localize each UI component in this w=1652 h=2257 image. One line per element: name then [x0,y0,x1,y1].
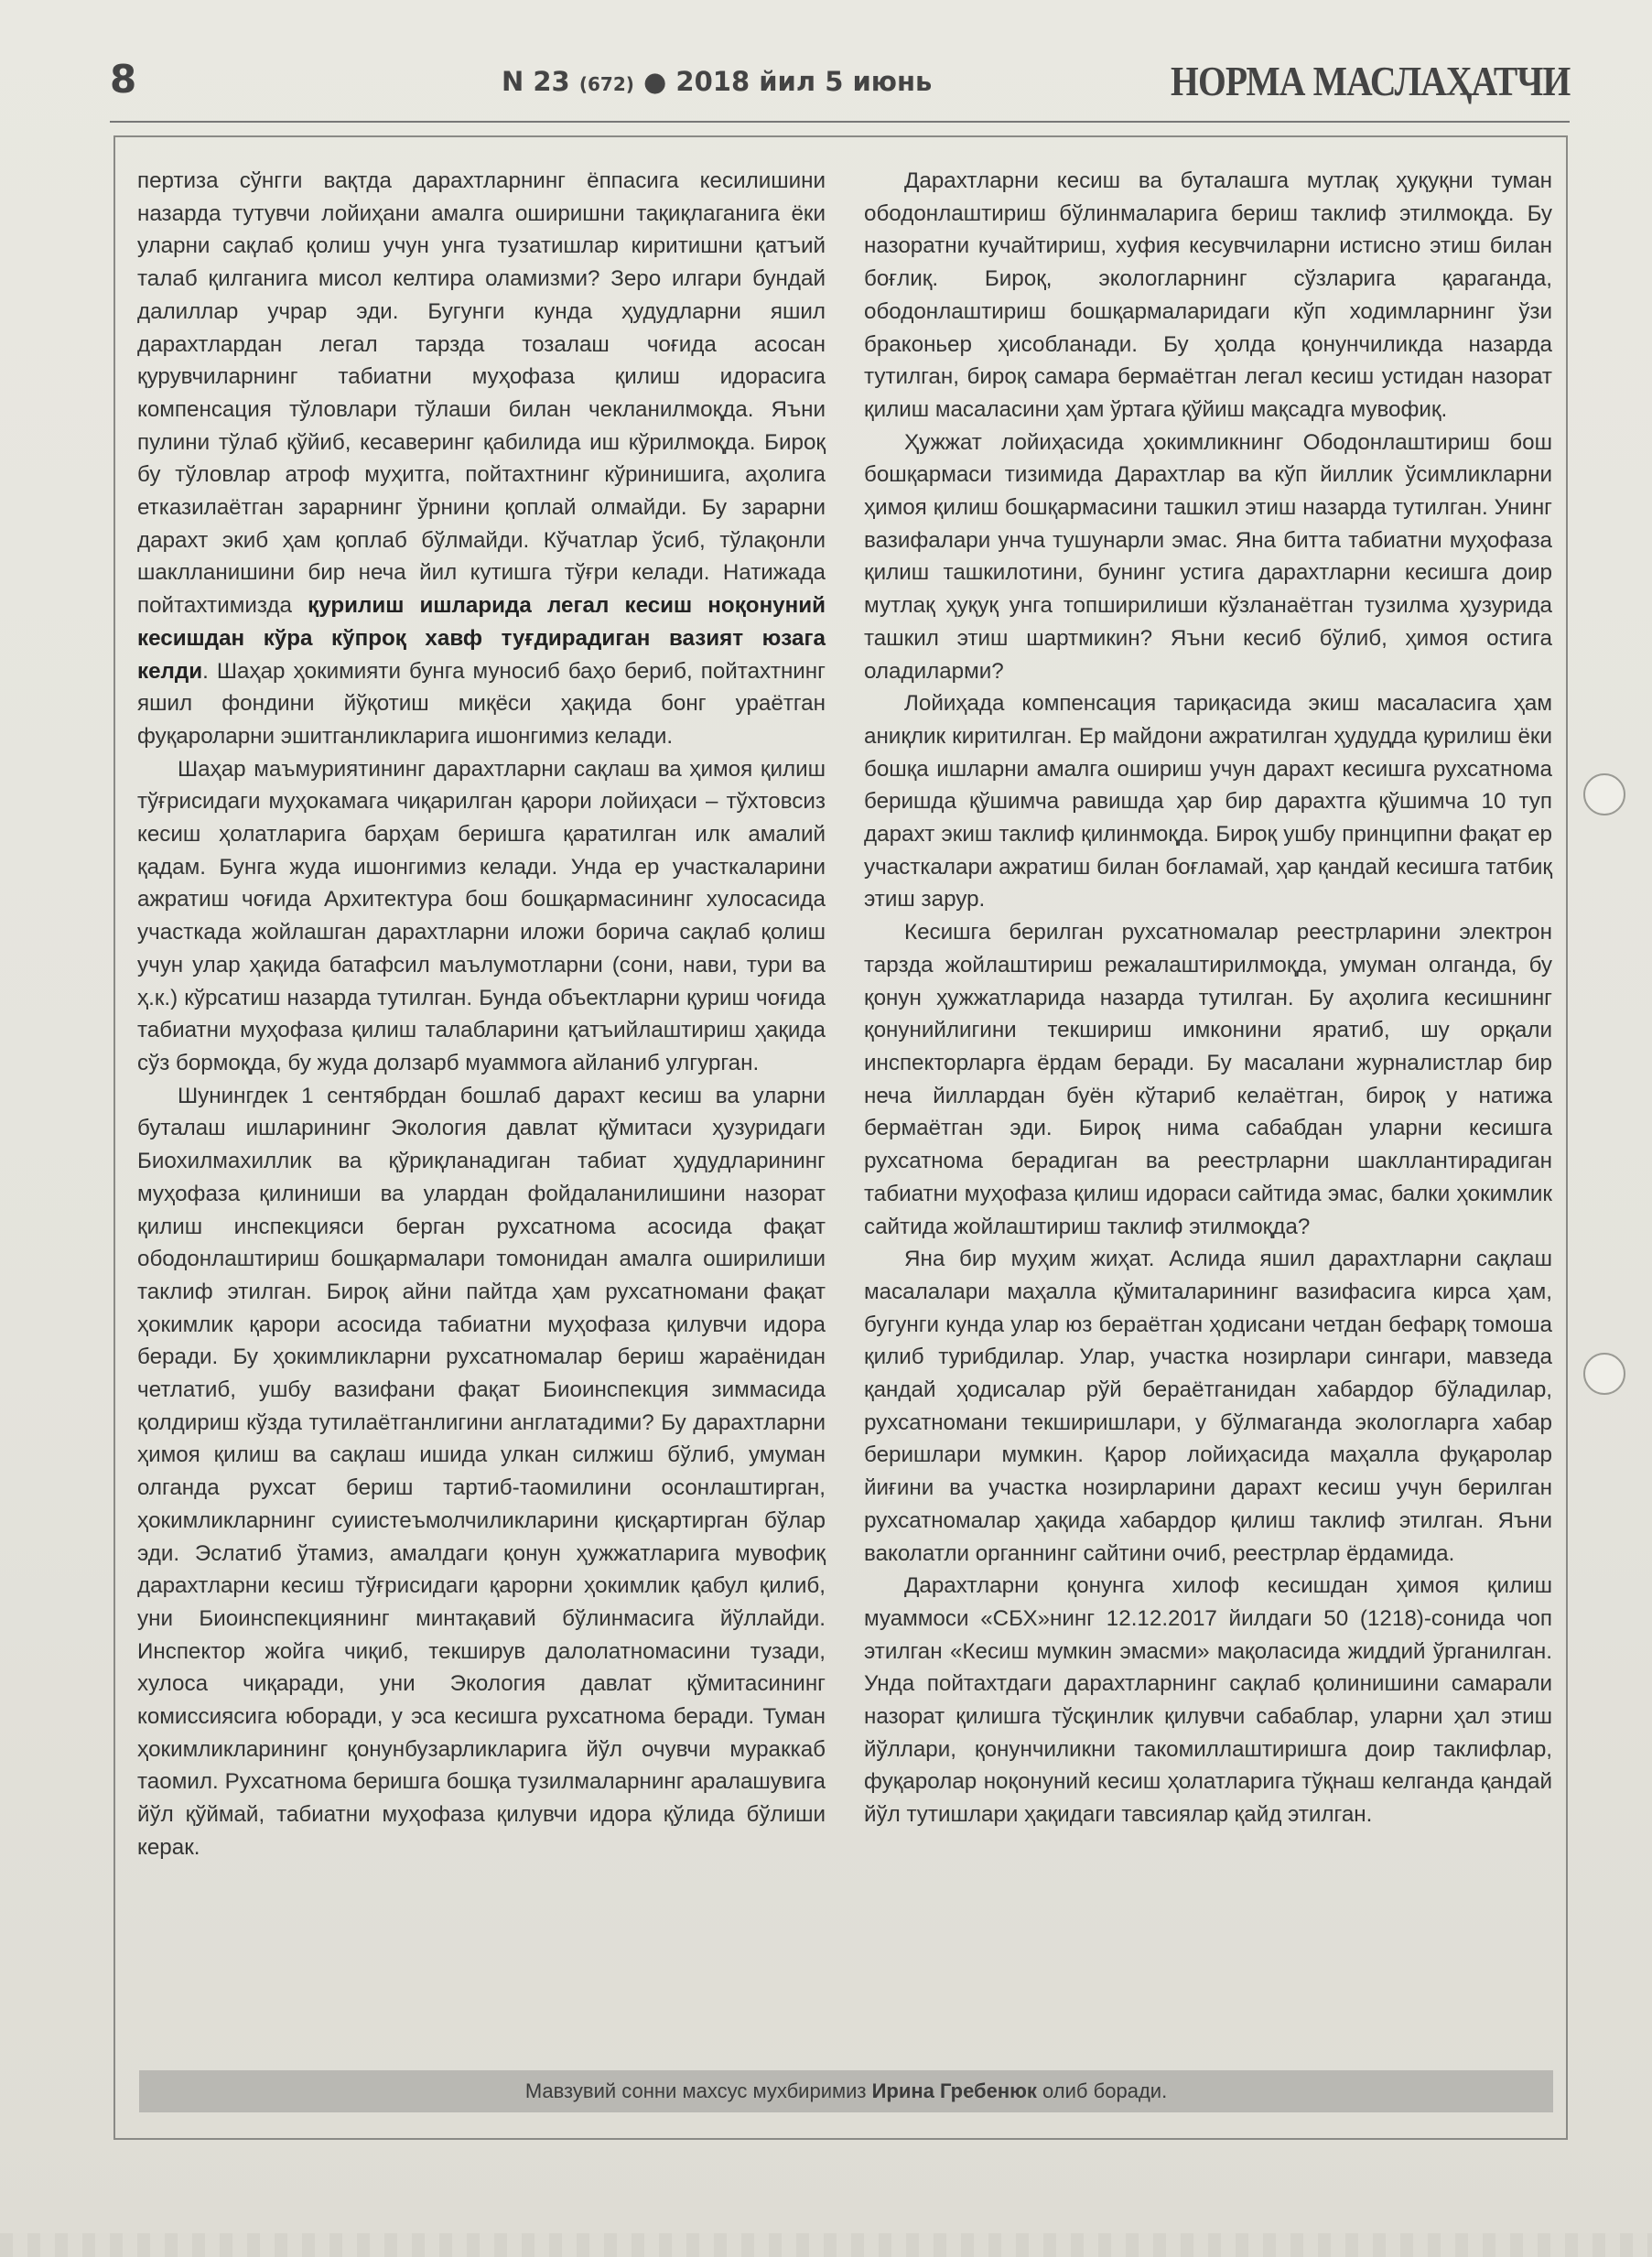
right-paragraph-2: Ҳужжат лойиҳасида ҳокимликнинг Ободонлаштириш бош бошқармаси тизимида Дарахтлар ва кўп йиллик ўсимликларни ҳимоя қилиш бошқармасини ташкил этиш назарда тутилган. Унинг вазифалари унча тушунарли эмас. Яна битта табиатни муҳофаза қилиш ташкилотини, бунинг устига дарахтларни кесишга доир мутлақ ҳуқуқ унга топширилиши кўзланаётган тузилма ҳузурида ташкил этиш шартмикин? Яъни кесиб бўлиб, ҳимоя остига оладиларми? [864,429,1552,684]
page-header [110,57,1570,119]
right-paragraph-5: Яна бир муҳим жиҳат. Аслида яшил дарахтларни сақлаш масалалари маҳалла қўмиталарининг вазифасига кирса ҳам, бугунги кунда улар юз бераётган ҳодисани четдан бефарқ томоша қилиб турибдилар. Улар, участка нозирлари сингари, мавзеда қандай ҳодисалар рўй бераётганидан хабардор бўладилар, рухсатномани текширишлари, у бўлмаганда экологларга хабар беришлари мумкин. Қарор лойиҳасида маҳалла фуқаролар йиғини ва участка нозирларини дарахт кесиш учун берилган рухсатномалар ҳақида хабардор қилиш таклиф этилган. Яъни ваколатли органнинг сайтини очиб, реестрлар ёрдамида. [864,1247,1552,1566]
scan-edge-noise [0,2233,1652,2257]
header-rule [110,121,1570,123]
punch-hole-upper [1583,773,1625,815]
bullet-separator: ● [642,66,667,97]
right-paragraph-1: Дарахтларни кесиш ва буталашга мутлақ ҳуқуқни туман ободонлаштириш бўлинмаларига бериш таклиф этилмоқда. Бу назоратни кучайтириш, хуфия кесувчиларни истисно этиш билан боғлиқ. Бироқ, экологларнинг сўзларига қараганда, ободонлаштириш бошқармаларидаги кўп ходимларнинг ўзи браконьер ҳисобланади. Бу ҳолда қонунчиликда назарда тутилган, бироқ самара бермаётган легал кесиш устидан назорат қилиш масаласини ҳам ўртага қўйиш мақсадга мувофиқ. [864,168,1552,422]
left-p1-end-text: . Шаҳар ҳокимияти бунга муносиб баҳо бериб, пойтахтнинг яшил фондини йўқотиш миқёси ҳақида бонг ураётган фуқароларни эшитганликларига ишонгимиз келади. [137,658,826,749]
footer-credit-bar [139,2070,1553,2112]
left-paragraph-1 [137,165,826,753]
left-column [137,165,826,1864]
footer-author-name: Ирина Гребенюк [871,2079,1037,2102]
right-column [864,165,1552,1831]
footer-credit-suffix: олиб боради. [1036,2079,1168,2102]
right-paragraph-3: Лойиҳада компенсация тариқасида экиш масаласига ҳам аниқлик киритилган. Ер майдони ажратилган ҳудудда қурилиш ёки бошқа ишларни амалга ошириш учун дарахт кесишга рухсатнома беришда қўшимча равишда ҳар бир дарахтга қўшимча 10 туп дарахт экиш таклиф қилинмоқда. Бироқ ушбу принципни фақат ер участкалари ажратиш билан боғламай, ҳар қандай кесишга татбиқ этиш зарур. [864,691,1552,913]
left-paragraph-2: Шаҳар маъмуриятининг дарахтларни сақлаш ва ҳимоя қилиш тўғрисидаги муҳокамага чиқарилган қарори лойиҳаси – тўхтовсиз кесиш ҳолатларига барҳам беришга қаратилган илк амалий қадам. Бунга жуда ишонгимиз келади. Унда ер участкаларини ажратиш чоғида Архитектура бош бошқармасининг хулосасида участкада жойлашган дарахтларни иложи борича сақлаб қолиш учун улар ҳақида батафсил маълумотларни (сони, нави, тури ва ҳ.к.) кўрсатиш назарда тутилган. Бунда объектларни қуриш чоғида табиатни муҳофаза қилиш талабларини қатъийлаштириш ҳақида сўз бормоқда, бу жуда долзарб муаммога айланиб улгурган. [137,756,826,1075]
left-paragraph-3: Шунингдек 1 сентябрдан бошлаб дарахт кесиш ва уларни буталаш ишларининг Экология давлат қўмитаси ҳузуридаги Биохилмахиллик ва қўриқланадиган табиат ҳудудларининг муҳофаза қилиниши ва улардан фойдаланилишини назорат қилиш инспекцияси берган рухсатнома асосида фақат ободонлаштириш бошқармалари томонидан амалга оширилиши таклиф этилган. Бироқ айни пайтда ҳам рухсатномани фақат ҳокимлик қарори асосида табиатни муҳофаза қилувчи идора беради. Бу ҳокимликларни рухсатномалар бериш жараёнидан четлатиб, ушбу вазифани фақат Биоинспекция зиммасида қолдириш кўзда тутилаётганлигини англатадими? Бу дарахтларни ҳимоя қилиш ва сақлаш ишида улкан силжиш бўлиб, умуман олганда рухсат бериш тартиб-таомилини осонлаштирган, ҳокимликларнинг суиистеъмолчиликларини қисқартирган бўлар эди. Эслатиб ўтамиз, амалдаги қонун ҳужжатларига мувофиқ дарахтларни кесиш тўғрисидаги қарорни ҳокимлик қабул қилиб, уни Биоинспекциянинг минтақавий бўлинмасига йўллайди. Инспектор жойга чиқиб, текширув далолатномасини тузади, хулоса чиқаради, уни Экология давлат қўмитасининг комиссиясига юборади, у эса кесишга рухсатнома беради. Туман ҳокимликларининг қонунбузарликларига йўл очувчи мураккаб таомил. Рухсатнома беришга бошқа тузилмаларнинг аралашувига йўл қўймай, табиатни муҳофаза қилувчи идора қўлида бўлиши керак. [137,1083,826,1860]
left-p1-text: пертиза сўнгги вақтда дарахтларнинг ёппасига кесилишини назарда тутувчи лойиҳани амалга оширишни тақиқлаганига ёки уларни сақлаб қолиш учун унга тузатишлар киритишни қатъий талаб қилганига мисол келтира оламизми? Зеро илгари бундай далиллар учрар эди. Бугунги кунда ҳудудларни яшил дарахтлардан легал тарзда тозалаш чоғида асосан қурувчиларнинг табиатни муҳофаза қилиш идорасига компенсация тўловлари тўлаши билан чекланилмоқда. Яъни пулини тўлаб қўйиб, кесаверинг қабилида иш кўрилмоқда. Бироқ бу тўловлар атроф муҳитга, пойтахтнинг кўринишига, аҳолига етказилаётган зарарнинг ўрнини қоплай олмайди. Бу зарарни дарахт экиб ҳам қоплаб бўлмайди. Кўчатлар ўсиб, тўлақонли шаклланишини бир неча йил кутишга тўғри келади. Натижада пойтахтимизда [137,168,826,619]
page-number: 8 [110,57,137,102]
issue-line [502,66,932,97]
left-p1-bold-text: қурилиш ишларида легал кесиш ноқонуний кесишдан кўра кўпроқ хавф туғдирадиган вазият юзага келди [137,593,826,684]
footer-credit-prefix: Мавзувий сонни махсус мухбиримиз [524,2079,872,2102]
issue-date: 2018 йил 5 июнь [675,66,933,97]
punch-hole-lower [1583,1353,1625,1395]
masthead: НОРМА МАСЛАҲАТЧИ [1170,58,1570,104]
right-paragraph-4: Кесишга берилган рухсатномалар реестрларини электрон тарзда жойлаштириш режалаштирилмоқда, умуман олганда, бу қонун ҳужжатларида назарда тутилган. Бу аҳолига кесишнинг қонунийлигини текшириш имконини яратиб, шу орқали инспекторларга ёрдам беради. Бу масалани журналистлар бир неча йиллардан буён кўтариб келаётган, бироқ у натижа бермаётган эди. Бироқ нима сабабдан уларни кесишга рухсатнома берадиган ва реестрларни шакллантирадиган табиатни муҳофаза қилиш идораси сайтида эмас, балки ҳокимлик сайтида жойлаштириш таклиф этилмоқда? [864,920,1552,1239]
issue-number: N 23 [502,66,570,97]
right-paragraph-6: Дарахтларни қонунга хилоф кесишдан ҳимоя қилиш муаммоси «СБХ»нинг 12.12.2017 йилдаги 50 (1218)-сонида чоп этилган «Кесиш мумкин эмасми» мақоласида жиддий ўрганилган. Унда пойтахтдаги дарахтларнинг сақлаб қолинишини самарали назорат қилишга тўсқинлик қилувчи сабаблар, уларни ҳал этиш йўллари, қонунчиликни такомиллаштиришга доир таклифлар, фуқаролар ноқонуний кесиш ҳолатларига тўқнаш келганда қандай йўл тутишлари ҳақидаги тавсиялар қайд этилган. [864,1573,1552,1828]
issue-number-total: (672) [578,73,634,95]
